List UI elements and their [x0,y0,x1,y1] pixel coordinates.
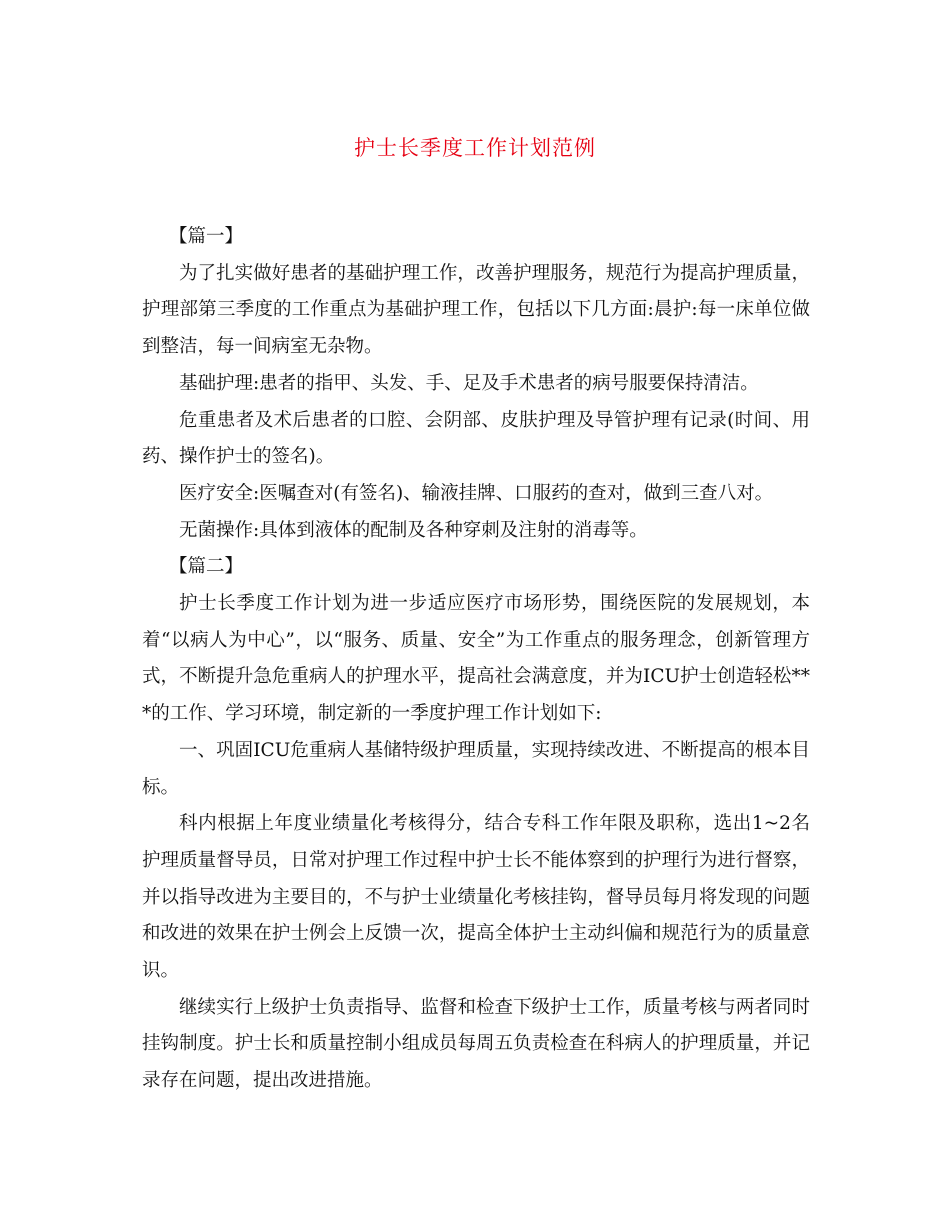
paragraph: 无菌操作:具体到液体的配制及各种穿刺及注射的消毒等。 [179,519,648,541]
paragraph: 为了扎实做好患者的基础护理工作，改善护理服务，规范行为提高护理质量，护理部第三季度的工作重点为基础护理工作，包括以下几方面:晨护:每一床单位做到整洁，每一间病室无杂物。 [142,262,810,358]
document-title: 护士长季度工作计划范例 [354,136,596,160]
paragraph: 基础护理:患者的指甲、头发、手、足及手术患者的病号服要保持清洁。 [179,372,759,394]
paragraph: 科内根据上年度业绩量化考核得分，结合专科工作年限及职称，选出1~2名护理质量督导员，日常对护理工作过程中护士长不能体察到的护理行为进行督察，并以指导改进为主要目的，不与护士业绩量化考核挂钩，督导员每月将发现的问题和改进的效果在护士例会上反馈一次，提高全体护士主动纠偏和规范行为的质量意识。 [142,813,810,982]
paragraph: 危重患者及术后患者的口腔、会阴部、皮肤护理及导管护理有记录(时间、用药、操作护士的签名)。 [142,409,810,468]
paragraph: 医疗安全:医嘱查对(有签名)、输液挂牌、口服药的查对，做到三查八对。 [179,482,774,504]
paragraph: 一、巩固ICU危重病人基储特级护理质量，实现持续改进、不断提高的根本目标。 [142,739,810,798]
section-heading-1: 【篇一】 [169,226,244,247]
paragraph: 护士长季度工作计划为进一步适应医疗市场形势，围绕医院的发展规划，本着“以病人为中心”，以“服务、质量、安全”为工作重点的服务理念，创新管理方式，不断提升急危重病人的护理水平，提高社会满意度，并为ICU护士创造轻松***的工作、学习环境，制定新的一季度护理工作计划如下: [142,593,810,725]
document-body [142,219,810,1100]
section-heading-2: 【篇二】 [169,556,244,578]
paragraph: 继续实行上级护士负责指导、监督和检查下级护士工作，质量考核与两者同时挂钩制度。护士长和质量控制小组成员每周五负责检查在科病人的护理质量，并记录存在问题，提出改进措施。 [142,996,810,1092]
